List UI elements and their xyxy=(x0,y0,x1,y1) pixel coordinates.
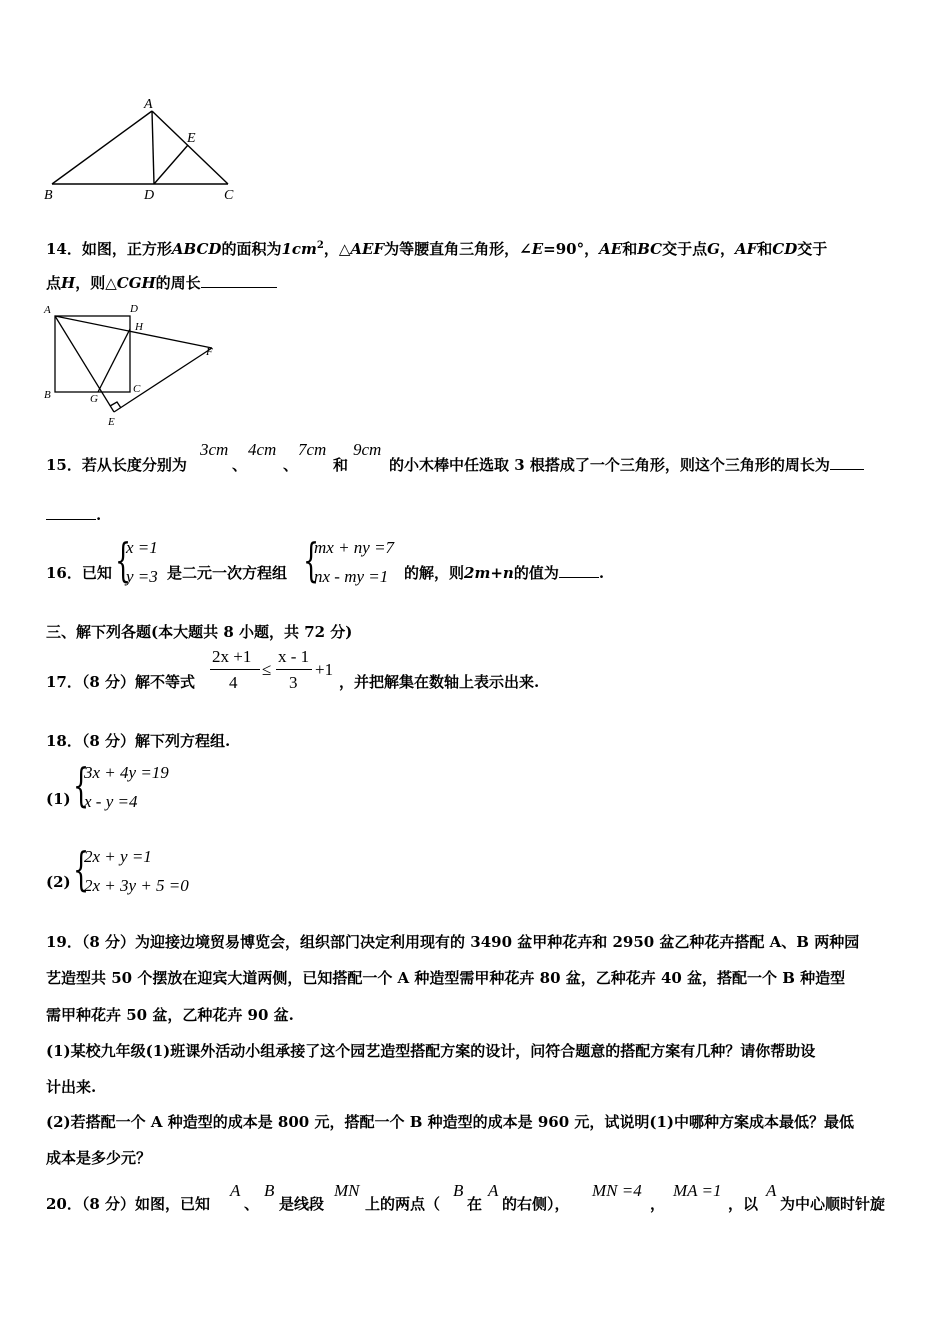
answer-blank[interactable] xyxy=(559,563,599,578)
question-19-line-1 xyxy=(46,932,859,952)
square-figure-14 xyxy=(40,300,230,430)
question-number: 19． xyxy=(46,933,82,951)
question-number: 14． xyxy=(46,240,82,258)
label-e: E xyxy=(187,131,196,146)
math-af: AF xyxy=(734,240,758,258)
triangle-figure-13 xyxy=(40,95,250,207)
question-15-line-2 xyxy=(46,505,101,525)
segment-ad xyxy=(152,111,154,184)
label-b: B xyxy=(44,188,53,203)
system-2-line-1: mx + ny =7 xyxy=(314,538,395,557)
math-bc: BC xyxy=(637,240,663,258)
question-19-line-6: (2)若搭配一个 A 种造型的成本是 800 元，搭配一个 B 种造型的成本是 960 元，试说明(1)中哪种方案成本最低？最低 xyxy=(46,1113,854,1131)
question-15-rest xyxy=(389,455,864,475)
math-abcd: ABCD xyxy=(171,240,222,258)
text: 解不等式 xyxy=(135,673,196,691)
fraction-1-denominator: 4 xyxy=(229,673,238,692)
text: 的右侧）， xyxy=(502,1195,570,1213)
score: （8 分） xyxy=(81,933,136,951)
question-19-line-4: (1)某校九年级(1)班课外活动小组承接了这个园艺造型搭配方案的设计，问符合题意的搭配方案有几种？请你帮助设 xyxy=(46,1042,816,1060)
text: ，△ xyxy=(323,240,351,258)
system-1-line-1: x =1 xyxy=(126,538,158,557)
label-e: E xyxy=(108,416,115,428)
equation-mn: MN =4 xyxy=(592,1181,642,1200)
text: 的值为 xyxy=(513,564,559,582)
text: 的周长 xyxy=(155,274,201,292)
segment-ae xyxy=(55,316,114,412)
question-20-intro xyxy=(46,1194,210,1214)
label-h: H xyxy=(135,321,143,333)
point-b: B xyxy=(264,1181,275,1200)
question-19-line-5: 计出来. xyxy=(46,1078,97,1096)
question-number: 15． xyxy=(46,456,82,474)
point-a: A xyxy=(766,1181,777,1200)
brace-left: { xyxy=(303,533,320,587)
math-aef: AEF xyxy=(350,240,385,258)
text: 为中心顺时针旋 xyxy=(780,1195,886,1213)
question-16-number xyxy=(46,563,112,583)
text: . xyxy=(598,564,605,582)
math-h: H xyxy=(61,274,76,292)
part-2-label: (2) xyxy=(46,873,71,891)
math-area: 1cm xyxy=(281,240,317,258)
segment-mn: MN xyxy=(334,1181,360,1200)
question-18-intro xyxy=(46,731,230,751)
point-a: A xyxy=(488,1181,499,1200)
text: 的小木棒中任选取 3 根搭成了一个三角形，则这个三角形的周长为 xyxy=(389,456,830,474)
length-7cm: 7cm xyxy=(298,440,327,459)
text: 为迎接边境贸易博览会，组织部门决定利用现有的 3490 盆甲种花卉和 2950 盆乙种花卉搭配 A、B 两种园 xyxy=(135,933,860,951)
system-1-line-1: 3x + 4y =19 xyxy=(84,763,169,782)
answer-blank[interactable] xyxy=(830,455,864,470)
length-3cm: 3cm xyxy=(200,440,229,459)
text: 点 xyxy=(46,274,62,292)
question-number: 20． xyxy=(46,1195,82,1213)
question-19-line-3: 需甲种花卉 50 盆，乙种花卉 90 盆. xyxy=(46,1006,294,1024)
label-f: F xyxy=(206,346,213,358)
point-b: B xyxy=(453,1181,464,1200)
length-9cm: 9cm xyxy=(353,440,382,459)
brace-left: { xyxy=(73,758,90,812)
text: 的面积为 xyxy=(221,240,282,258)
math-angle-e: E xyxy=(531,240,544,258)
answer-blank[interactable] xyxy=(201,273,277,288)
text: 如图，正方形 xyxy=(81,240,172,258)
text: 是二元一次方程组 xyxy=(167,564,288,582)
text: ，以 xyxy=(728,1195,759,1213)
section-title: 三、解下列各题(本大题共 8 小题，共 72 分) xyxy=(46,623,353,641)
text: 和 xyxy=(757,240,773,258)
system-2-line-2: nx - my =1 xyxy=(314,567,389,586)
system-2-line-2: 2x + 3y + 5 =0 xyxy=(84,876,189,895)
label-g: G xyxy=(90,393,98,405)
square-abcd xyxy=(55,316,130,392)
text: 为等腰直角三角形，∠ xyxy=(384,240,532,258)
text: 是线段 xyxy=(279,1195,325,1213)
fraction-1-numerator: 2x +1 xyxy=(212,647,252,666)
question-14-line-2 xyxy=(46,273,277,293)
segment-gh xyxy=(98,329,130,392)
math-g: G xyxy=(707,240,720,258)
question-16-rest xyxy=(404,563,604,583)
score: （8 分） xyxy=(81,1195,136,1213)
superscript: 2 xyxy=(316,240,324,251)
segment-af xyxy=(55,316,212,348)
label-d: D xyxy=(130,303,138,315)
text: 在 xyxy=(467,1195,483,1213)
text: ， xyxy=(650,1195,666,1213)
text: 的解，则 xyxy=(404,564,465,582)
system-1-line-2: x - y =4 xyxy=(84,792,138,811)
label-d: D xyxy=(144,188,155,203)
leq-sign: ≤ xyxy=(262,660,272,679)
fraction-2-numerator: x - 1 xyxy=(278,647,310,666)
segment-ab xyxy=(52,111,152,184)
math-cgh: CGH xyxy=(116,274,156,292)
system-2-line-1: 2x + y =1 xyxy=(84,847,152,866)
label-c: C xyxy=(224,188,234,203)
text: 和 xyxy=(622,240,638,258)
text-and: 和 xyxy=(333,456,349,474)
label-a: A xyxy=(44,304,51,316)
score: （8 分） xyxy=(81,732,136,750)
label-a: A xyxy=(144,97,153,112)
segment-de xyxy=(154,145,188,184)
segment-ef xyxy=(114,348,212,412)
fraction-bar xyxy=(210,669,260,670)
plus-one: +1 xyxy=(315,660,334,679)
text: 若从长度分别为 xyxy=(81,456,187,474)
question-17-intro xyxy=(46,672,195,692)
text: 上的两点（ xyxy=(365,1195,441,1213)
brace-left: { xyxy=(73,842,90,896)
math-cd: CD xyxy=(772,240,798,258)
system-1-line-2: y =3 xyxy=(126,567,158,586)
text: . xyxy=(96,506,102,524)
label-b: B xyxy=(44,389,51,401)
question-number: 18． xyxy=(46,732,82,750)
text: 如图，已知 xyxy=(135,1195,211,1213)
math-ae: AE xyxy=(599,240,623,258)
fraction-bar xyxy=(276,669,312,670)
text: 交于 xyxy=(797,240,828,258)
length-4cm: 4cm xyxy=(248,440,277,459)
point-a: A xyxy=(230,1181,241,1200)
text: =90°， xyxy=(543,240,600,258)
brace-left: { xyxy=(115,533,132,587)
text: ，并把解集在数轴上表示出来. xyxy=(339,673,540,691)
separator: 、 xyxy=(283,456,299,474)
question-19-line-2: 艺造型共 50 个摆放在迎宾大道两侧，已知搭配一个 A 种造型需甲种花卉 80 盆，乙种花卉 40 盆，搭配一个 B 种造型 xyxy=(46,969,846,987)
score: （8 分） xyxy=(81,673,136,691)
fraction-2-denominator: 3 xyxy=(289,673,298,692)
label-c: C xyxy=(133,383,141,395)
equation-ma: MA =1 xyxy=(673,1181,722,1200)
answer-blank-continued[interactable] xyxy=(46,505,96,520)
question-number: 16． xyxy=(46,564,82,582)
text: 已知 xyxy=(81,564,112,582)
math-expression: 2m+n xyxy=(464,564,514,582)
part-1-label: (1) xyxy=(46,790,71,808)
text: 解下列方程组. xyxy=(135,732,231,750)
question-14-line-1 xyxy=(46,236,827,259)
separator: 、 xyxy=(232,456,248,474)
text: 交于点 xyxy=(662,240,708,258)
question-number: 17． xyxy=(46,673,82,691)
question-19-line-7: 成本是多少元？ xyxy=(46,1149,152,1167)
text: ， xyxy=(719,240,735,258)
separator: 、 xyxy=(244,1195,260,1213)
text: ，则△ xyxy=(75,274,117,292)
question-15-number xyxy=(46,455,187,475)
